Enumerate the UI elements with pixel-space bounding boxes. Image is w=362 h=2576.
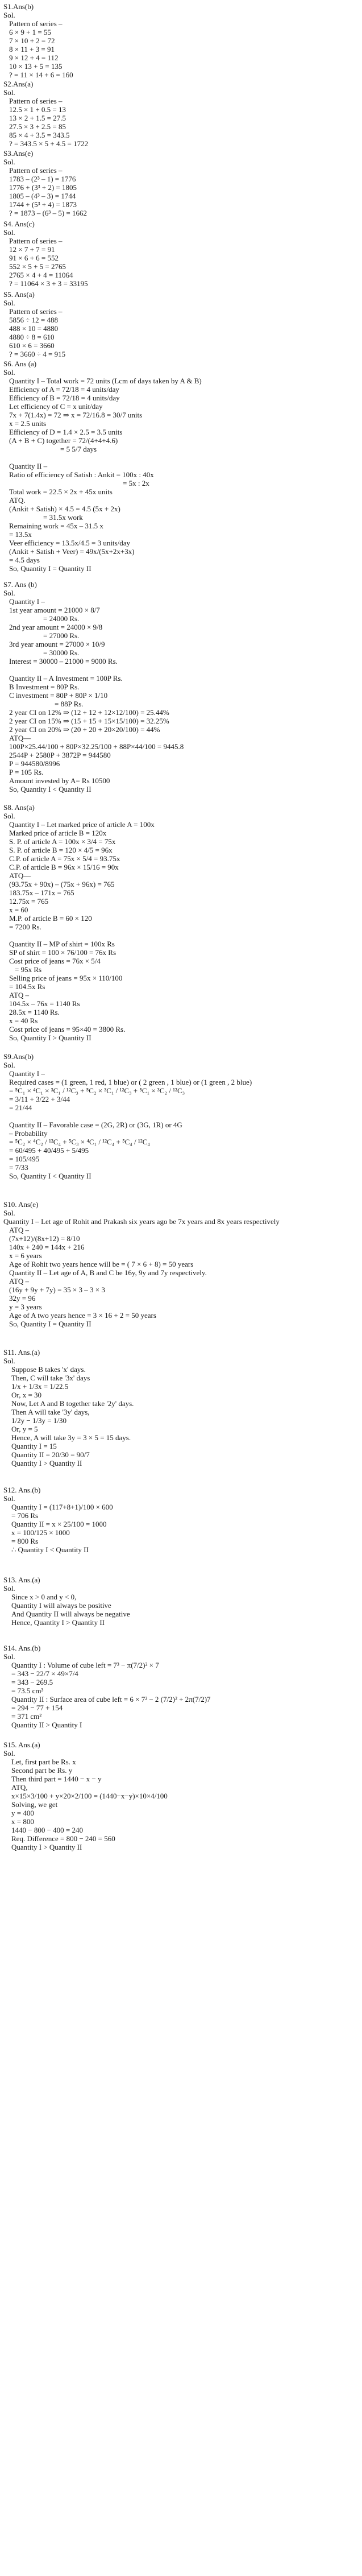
answer-line: Sol.	[3, 1749, 15, 1758]
answer-line: Hence, Quantity I > Quantity II	[11, 1618, 105, 1627]
answer-line: Veer efficiency = 13.5x/4.5 = 3 units/day	[9, 539, 130, 547]
answer-line: = 88P Rs.	[55, 700, 84, 708]
answer-line: Sol.	[3, 1652, 15, 1661]
answer-line: Sol.	[3, 1209, 15, 1217]
answer-line: C investment = 80P + 80P × 1/10	[9, 691, 108, 700]
answer-line	[3, 665, 359, 674]
answer-line: So, Quantity I = Quantity II	[9, 564, 91, 573]
answer-line: x = 40 Rs	[9, 1016, 38, 1025]
answer-line: 28.5x = 1140 Rs.	[9, 1008, 60, 1016]
answer-line: So, Quantity I < Quantity II	[9, 785, 91, 793]
answer-line: Total work = 22.5 × 2x + 45x units	[9, 487, 113, 496]
answer-line: 12 × 7 + 7 = 91	[9, 245, 55, 254]
answer-line: Quantity I = 15	[11, 1442, 57, 1450]
answer-heading: S5. Ans(a)	[3, 290, 35, 299]
answer-line: Quantity II > Quantity I	[11, 1721, 82, 1729]
answer-line: Let efficiency of C = x unit/day	[9, 402, 103, 411]
answer-line: Or, x = 30	[11, 1391, 42, 1399]
answer-line: Second part be Rs. y	[11, 1766, 73, 1775]
answer-line: 10 × 13 + 5 = 135	[9, 62, 63, 71]
answer-line: Then, C will take '3x' days	[11, 1374, 90, 1382]
answer-line: x = 800	[11, 1817, 34, 1826]
answer-line: So, Quantity I = Quantity II	[9, 1320, 91, 1328]
answer-block-s13	[3, 1576, 359, 1627]
answer-line	[3, 453, 359, 462]
answer-line: Interest = 30000 – 21000 = 9000 Rs.	[9, 657, 118, 665]
answer-line: C.P. of article A = 75x × 5/4 = 93.75x	[9, 854, 120, 863]
answer-line: 610 × 6 = 3660	[9, 341, 55, 350]
answer-line: Sol.	[3, 1494, 15, 1503]
answer-line: (93.75x + 90x) – (75x + 96x) = 765	[9, 880, 115, 888]
answer-line: P = 944580/8996	[9, 759, 60, 768]
answer-line: Suppose B takes 'x' days.	[11, 1365, 86, 1374]
answer-block-s11	[3, 1348, 359, 1467]
answer-line: 6 × 9 + 1 = 55	[9, 28, 51, 36]
answer-line: 100P×25.44/100 + 80P×32.25/100 + 88P×44/100 = 9445.8	[9, 742, 184, 751]
answer-line: ATQ.	[9, 496, 26, 505]
answer-line: 552 × 5 + 5 = 2765	[9, 262, 66, 271]
answer-line: ATQ—	[9, 734, 31, 742]
answer-line: = 343 − 22/7 × 49×7/4	[11, 1669, 78, 1678]
answer-line: 2765 × 4 + 4 = 11064	[9, 271, 73, 279]
answer-line	[3, 931, 359, 940]
answer-line: 12.75x = 765	[9, 897, 49, 905]
answer-heading: S7. Ans (b)	[3, 580, 37, 589]
answer-line: Quantity I –	[9, 597, 45, 606]
answer-line: 1783 – (2³ – 1) = 1776	[9, 175, 76, 183]
answer-line: SP of shirt = 100 × 76/100 = 76x Rs	[9, 948, 116, 957]
answer-line: Quantity II – MP of shirt = 100x Rs	[9, 940, 115, 948]
answer-block-s14	[3, 1644, 359, 1729]
answer-line: Pattern of series –	[9, 19, 63, 28]
answer-line: = 5x : 2x	[123, 479, 149, 487]
answer-line: S. P. of article A = 100x × 3/4 = 75x	[9, 837, 116, 846]
answer-line: S. P. of article B = 120 × 4/5 = 96x	[9, 846, 113, 854]
answer-line: (A + B + C) together = 72/(4+4+4.6)	[9, 436, 118, 445]
answer-line: (Ankit + Satish) × 4.5 = 4.5 (5x + 2x)	[9, 505, 120, 513]
answer-heading: S15. Ans.(a)	[3, 1740, 40, 1749]
answer-line: Cost price of jeans = 95×40 = 3800 Rs.	[9, 1025, 126, 1033]
answer-line: ? = 343.5 × 5 + 4.5 = 1722	[9, 139, 89, 148]
answer-line: ATQ,	[11, 1783, 28, 1792]
answer-line: Age of Rohit two years hence will be = ( 7 × 6 + 8) = 50 years	[9, 1260, 194, 1268]
answer-line: Pattern of series –	[9, 97, 63, 105]
answer-line: Quantity II = 20/30 = 90/7	[11, 1450, 90, 1459]
answer-line: So, Quantity I < Quantity II	[9, 1172, 91, 1180]
answer-line: Hence, A will take 3y = 3 × 5 = 15 days.	[11, 1433, 131, 1442]
answer-line: = 27000 Rs.	[43, 631, 80, 640]
answer-line: Quantity I > Quantity II	[11, 1843, 82, 1851]
answer-line: ? = 11 × 14 + 6 = 160	[9, 71, 73, 79]
answer-block-s10	[3, 1200, 359, 1328]
answer-line: (7x+12)/(8x+12) = 8/10	[9, 1234, 80, 1243]
answer-line: M.P. of article B = 60 × 120	[9, 914, 92, 923]
answer-line: = 13.5x	[9, 530, 32, 539]
answer-line: = 3/11 + 3/22 + 3/44	[9, 1095, 70, 1103]
answer-line: 9 × 12 + 4 = 112	[9, 53, 59, 62]
answer-line: 27.5 × 3 + 2.5 = 85	[9, 122, 66, 131]
answer-block-s2	[3, 80, 359, 148]
answer-line: 8 × 11 + 3 = 91	[9, 45, 55, 53]
answer-line: Quantity I : Volume of cube left = 7³ − π(7/2)² × 7	[11, 1661, 159, 1669]
answer-line: ? = 11064 × 3 + 3 = 33195	[9, 279, 88, 288]
answer-line: 13 × 2 + 1.5 = 27.5	[9, 114, 66, 122]
answer-heading: S12. Ans.(b)	[3, 1486, 41, 1494]
answer-line: Cost price of jeans = 76x × 5/4	[9, 957, 101, 965]
answer-heading: S10. Ans(e)	[3, 1200, 39, 1209]
answer-heading: S6. Ans (a)	[3, 359, 37, 368]
answer-line: 1776 + (3³ + 2) = 1805	[9, 183, 77, 192]
answer-line: = 7/33	[9, 1163, 28, 1172]
answer-line: ATQ—	[9, 871, 31, 880]
answer-line: Quantity I will always be positive	[11, 1601, 111, 1610]
answer-heading: S13. Ans.(a)	[3, 1576, 40, 1584]
answer-heading: S2.Ans(a)	[3, 80, 34, 88]
answer-line: x = 60	[9, 905, 28, 914]
answer-line: = 800 Rs	[11, 1537, 39, 1545]
answer-line: = 7200 Rs.	[9, 923, 41, 931]
answer-line: Since x > 0 and y < 0,	[11, 1593, 77, 1601]
answer-line: ? = 3660 ÷ 4 = 915	[9, 350, 66, 358]
answer-heading: S1.Ans(b)	[3, 2, 34, 11]
answer-line: = 706 Rs	[11, 1511, 39, 1520]
answer-line: (16y + 9y + 7y) = 35 × 3 – 3 × 3	[9, 1285, 105, 1294]
answer-line: Quantity II – Let age of A, B and C be 16y, 9y and 7y respectively.	[9, 1268, 207, 1277]
answer-line: Quantity II : Surface area of cube left = 6 × 7² − 2 (7/2)² + 2π(7/2)7	[11, 1695, 211, 1703]
answer-line: Quantity I > Quantity II	[11, 1459, 82, 1467]
answer-line: ATQ –	[9, 1226, 30, 1234]
answer-line: Age of A two years hence = 3 × 16 + 2 = 50 years	[9, 1311, 156, 1320]
answer-line: = 4.5 days	[9, 556, 40, 564]
answer-line: Sol.	[3, 228, 15, 237]
answer-heading: S8. Ans(a)	[3, 803, 35, 812]
answer-heading: S11. Ans.(a)	[3, 1348, 40, 1357]
answer-line: Sol.	[3, 1584, 15, 1593]
answer-line: Sol.	[3, 88, 15, 97]
answer-line: = 104.5x Rs	[9, 982, 45, 991]
answer-line: Quantity I –	[9, 1069, 45, 1078]
answer-line: Sol.	[3, 812, 15, 820]
answer-line: Sol.	[3, 1357, 15, 1365]
answer-line: Pattern of series –	[9, 166, 63, 175]
answer-line: Efficiency of D = 1.4 × 2.5 = 3.5 units	[9, 428, 123, 436]
answer-line: 2nd year amount = 24000 × 9/8	[9, 623, 103, 631]
answer-line: Or, y = 5	[11, 1425, 38, 1433]
answer-line: Now, Let A and B together take '2y' days.	[11, 1399, 134, 1408]
answer-line: 32y = 96	[9, 1294, 36, 1303]
answer-line: = 30000 Rs.	[43, 648, 80, 657]
answer-line: 2 year CI on 12% ⇒ (12 + 12 + 12×12/100) = 25.44%	[9, 708, 169, 717]
answer-line: Efficiency of A = 72/18 = 4 units/day	[9, 385, 119, 394]
answer-line: Quantity I – Total work = 72 units (Lcm of days taken by A & B)	[9, 377, 202, 385]
answer-line: Req. Difference = 800 − 240 = 560	[11, 1834, 115, 1843]
answer-line: = 21/44	[9, 1103, 32, 1112]
answer-line: Pattern of series –	[9, 237, 63, 245]
answer-line: Sol.	[3, 589, 15, 597]
answer-line: Quantity II –	[9, 462, 48, 470]
answer-block-s15	[3, 1740, 359, 1851]
answer-line: 104.5x – 76x = 1140 Rs	[9, 999, 80, 1008]
answer-line: Selling price of jeans = 95x × 110/100	[9, 974, 123, 982]
answer-line: = 294 − 77 + 154	[11, 1703, 63, 1712]
answer-line: P = 105 Rs.	[9, 768, 44, 776]
answer-line: Sol.	[3, 299, 15, 307]
answer-line: 140x + 240 = 144x + 216	[9, 1243, 85, 1251]
answer-line: Then third part = 1440 − x − y	[11, 1775, 102, 1783]
answer-line: Quantity I = (117+8+1)/100 × 600	[11, 1503, 113, 1511]
answer-line: 85 × 4 + 3.5 = 343.5	[9, 131, 70, 139]
answer-line: = 73.5 cm³	[11, 1686, 44, 1695]
answer-line: 2 year CI on 20% ⇒ (20 + 20 + 20×20/100) = 44%	[9, 725, 160, 734]
answer-line: Quantity II – A Investment = 100P Rs.	[9, 674, 123, 683]
answer-heading: S3.Ans(e)	[3, 149, 34, 158]
answer-line: Pattern of series –	[9, 307, 63, 316]
answer-line: ∴ Quantity I < Quantity II	[11, 1545, 89, 1554]
answer-line: So, Quantity I > Quantity II	[9, 1033, 91, 1042]
answer-line: 1/2y − 1/3y = 1/30	[11, 1416, 66, 1425]
answer-line: 488 × 10 = 4880	[9, 324, 59, 333]
answer-line: = ⁵C₂ × ⁴C₂ / ¹²C₄ + ⁵C₃ × ⁴C₁ / ¹²C₄ + ⁵C₄ / ¹²C₄	[9, 1138, 150, 1146]
answer-line: x = 2.5 units	[9, 419, 47, 428]
answer-line: = 371 cm²	[11, 1712, 42, 1721]
answer-heading: S14. Ans.(b)	[3, 1644, 41, 1652]
answer-line: 7x + 7(1.4x) = 72 ⇒ x = 72/16.8 = 30/7 units	[9, 411, 143, 419]
answer-line: Ratio of efficiency of Satish : Ankit = 100x : 40x	[9, 470, 154, 479]
answer-line: Required cases = (1 green, 1 red, 1 blue) or ( 2 green , 1 blue) or (1 green , 2 blue)	[9, 1078, 252, 1086]
answer-line: Amount invested by A= Rs 10500	[9, 776, 110, 785]
answer-block-s9	[3, 1052, 359, 1180]
answer-line: And Quantity II will always be negative	[11, 1610, 130, 1618]
answer-line: Sol.	[3, 368, 15, 377]
answer-line: 1440 − 800 − 400 = 240	[11, 1826, 83, 1834]
answer-block-s1	[3, 2, 359, 79]
answer-line: 7 × 10 + 2 = 72	[9, 36, 55, 45]
answer-line: ? = 1873 – (6³ – 5) = 1662	[9, 209, 87, 217]
answer-line: 1744 + (5³ + 4) = 1873	[9, 200, 77, 209]
answer-block-s6	[3, 359, 359, 573]
answer-line: Let, first part be Rs. x	[11, 1758, 76, 1766]
answer-line: Sol.	[3, 11, 15, 19]
answer-line: 183.75x – 171x = 765	[9, 888, 74, 897]
answer-line: 4880 ÷ 8 = 610	[9, 333, 55, 341]
answer-line: 1/x + 1/3x = 1/22.5	[11, 1382, 69, 1391]
answer-line: Quantity II – Favorable case = (2G, 2R) or (3G, 1R) or 4G	[9, 1120, 182, 1129]
answer-line: Then A will take '3y' days,	[11, 1408, 90, 1416]
answer-line: = 95x Rs	[15, 965, 42, 974]
answer-line: x×15×3/100 + y×20×2/100 = (1440−x−y)×10×4/100	[11, 1792, 168, 1800]
answer-line: Efficiency of B = 72/18 = 4 units/day	[9, 394, 120, 402]
answer-line: 12.5 × 1 + 0.5 = 13	[9, 105, 66, 114]
answer-line: 1805 – (4³ – 3) = 1744	[9, 192, 76, 200]
answer-line: y = 400	[11, 1809, 34, 1817]
answer-line: = 60/495 + 40/495 + 5/495	[9, 1146, 89, 1155]
answer-block-s12	[3, 1486, 359, 1554]
answer-line: ATQ –	[9, 1277, 30, 1285]
answer-line: Marked price of article B = 120x	[9, 829, 107, 837]
answer-block-s7	[3, 580, 359, 793]
answer-line: (Ankit + Satish + Veer) = 49x/(5x+2x+3x)	[9, 547, 135, 556]
answer-line: 1st year amount = 21000 × 8/7	[9, 606, 100, 614]
answer-line: 91 × 6 + 6 = 552	[9, 254, 59, 262]
answer-line: 3rd year amount = 27000 × 10/9	[9, 640, 105, 648]
answer-line: C.P. of article B = 96x × 15/16 = 90x	[9, 863, 119, 871]
answer-block-s8	[3, 803, 359, 1042]
answer-line: – Probability	[9, 1129, 48, 1138]
answer-block-s5	[3, 290, 359, 358]
answer-line: ATQ –	[9, 991, 30, 999]
answer-line: Sol.	[3, 1061, 15, 1069]
answer-block-s3	[3, 149, 359, 217]
answer-line: x = 100/125 × 1000	[11, 1528, 70, 1537]
answer-line: x = 6 years	[9, 1251, 42, 1260]
answer-line: 5856 ÷ 12 = 488	[9, 316, 58, 324]
answer-heading: S9.Ans(b)	[3, 1052, 34, 1061]
answer-line: Quantity I – Let marked price of article A = 100x	[9, 820, 155, 829]
answer-line: = 24000 Rs.	[43, 614, 80, 623]
answer-line: = ⁵C₁ × ⁴C₁ × ³C₁ / ¹²C₃ + ⁵C₂ × ³C₁ / ¹²C₃ + ⁵C₁ × ³C₂ / ¹²C₃	[9, 1086, 185, 1095]
answer-line: 2544P + 2580P + 3872P = 944580	[9, 751, 111, 759]
answer-line: = 343 − 269.5	[11, 1678, 53, 1686]
answer-line	[3, 1112, 359, 1120]
answer-line: B Investment = 80P Rs.	[9, 683, 80, 691]
answer-line: 2 year CI on 15% ⇒ (15 + 15 + 15×15/100) = 32.25%	[9, 717, 169, 725]
answer-line: Quantity I – Let age of Rohit and Prakash six years ago be 7x years and 8x years respectively	[3, 1217, 280, 1226]
answer-line: y = 3 years	[9, 1303, 42, 1311]
answer-line: = 31.5x work	[43, 513, 83, 522]
answer-heading: S4. Ans(c)	[3, 220, 35, 228]
answer-line: Remaining work = 45x – 31.5 x	[9, 522, 103, 530]
answer-line: = 105/495	[9, 1155, 40, 1163]
answer-block-s4	[3, 220, 359, 288]
answer-line: = 5 5/7 days	[60, 445, 97, 453]
answer-line: Sol.	[3, 158, 15, 166]
answer-line: Quantity II = x × 25/100 = 1000	[11, 1520, 107, 1528]
answer-line: Solving, we get	[11, 1800, 58, 1809]
